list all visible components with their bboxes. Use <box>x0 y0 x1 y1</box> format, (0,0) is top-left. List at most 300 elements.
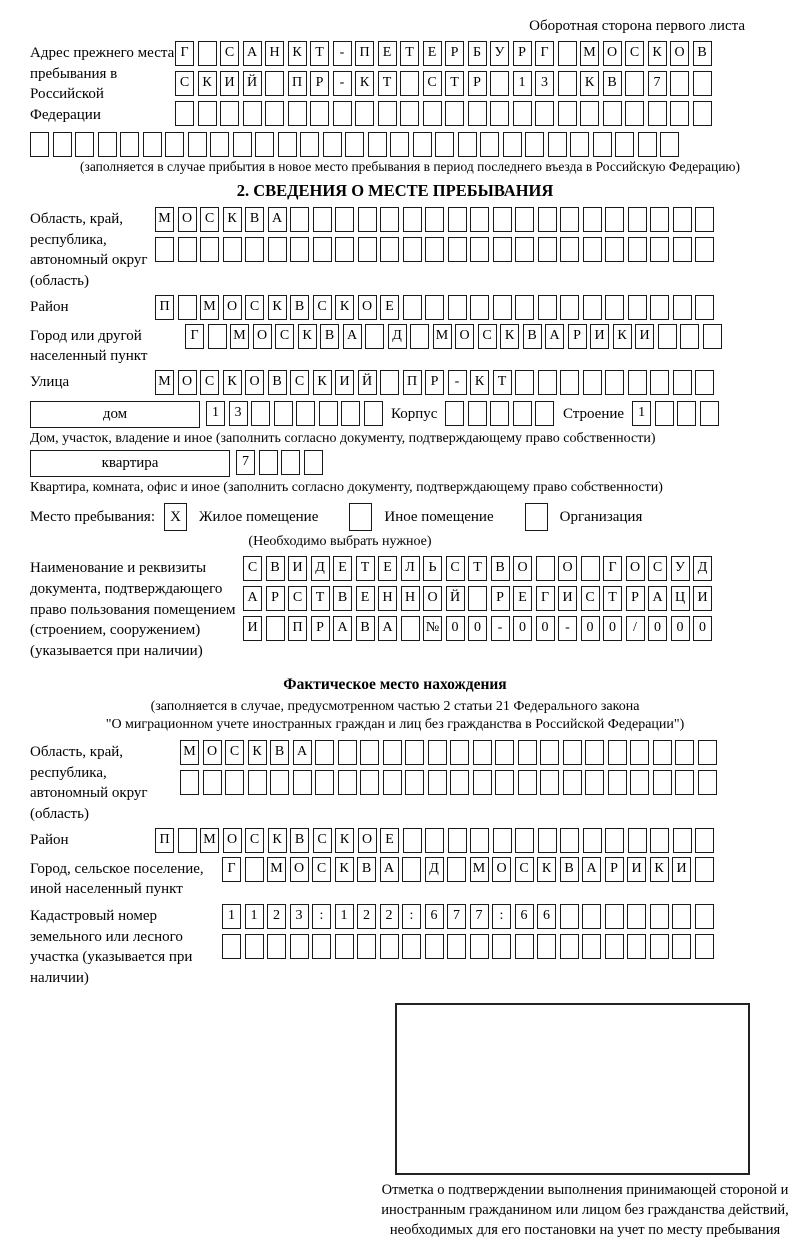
char-cell[interactable]: И <box>558 586 577 611</box>
char-cell[interactable] <box>30 132 49 157</box>
char-cell[interactable] <box>403 828 422 853</box>
char-cell[interactable] <box>450 770 469 795</box>
char-cell[interactable]: С <box>245 295 264 320</box>
char-cell[interactable]: Е <box>513 586 532 611</box>
char-cell[interactable] <box>540 740 559 765</box>
char-cell[interactable]: К <box>248 740 267 765</box>
char-cell[interactable]: К <box>537 857 556 882</box>
char-cell[interactable] <box>210 132 229 157</box>
char-cell[interactable]: Р <box>310 71 329 96</box>
char-cell[interactable] <box>335 934 354 959</box>
char-cell[interactable] <box>535 101 554 126</box>
char-cell[interactable] <box>312 934 331 959</box>
char-cell[interactable]: Н <box>378 586 397 611</box>
char-cell[interactable] <box>380 370 399 395</box>
char-cell[interactable] <box>315 770 334 795</box>
char-cell[interactable] <box>672 904 691 929</box>
char-cell[interactable]: М <box>580 41 599 66</box>
char-cell[interactable]: Г <box>175 41 194 66</box>
char-cell[interactable]: Т <box>603 586 622 611</box>
char-cell[interactable] <box>225 770 244 795</box>
char-cell[interactable]: К <box>470 370 489 395</box>
char-cell[interactable] <box>560 828 579 853</box>
char-cell[interactable] <box>473 770 492 795</box>
char-cell[interactable]: С <box>313 295 332 320</box>
char-cell[interactable]: О <box>670 41 689 66</box>
char-cell[interactable]: / <box>626 616 645 641</box>
char-cell[interactable] <box>458 132 477 157</box>
char-cell[interactable] <box>364 401 383 426</box>
char-cell[interactable]: О <box>358 295 377 320</box>
char-cell[interactable]: 0 <box>513 616 532 641</box>
char-cell[interactable]: 0 <box>693 616 712 641</box>
char-cell[interactable] <box>178 828 197 853</box>
char-cell[interactable]: В <box>357 857 376 882</box>
char-cell[interactable] <box>425 828 444 853</box>
char-cell[interactable]: Н <box>401 586 420 611</box>
char-cell[interactable] <box>675 740 694 765</box>
char-cell[interactable] <box>319 401 338 426</box>
char-cell[interactable] <box>120 132 139 157</box>
char-cell[interactable] <box>267 934 286 959</box>
char-cell[interactable] <box>403 207 422 232</box>
char-cell[interactable] <box>198 101 217 126</box>
char-cell[interactable] <box>628 828 647 853</box>
char-cell[interactable] <box>515 370 534 395</box>
char-cell[interactable] <box>435 132 454 157</box>
char-cell[interactable] <box>653 770 672 795</box>
char-cell[interactable] <box>402 857 421 882</box>
char-cell[interactable]: С <box>220 41 239 66</box>
char-cell[interactable]: М <box>433 324 452 349</box>
char-cell[interactable] <box>677 401 696 426</box>
char-cell[interactable] <box>650 237 669 262</box>
char-cell[interactable] <box>315 740 334 765</box>
char-cell[interactable] <box>538 295 557 320</box>
char-cell[interactable] <box>368 132 387 157</box>
char-cell[interactable] <box>563 740 582 765</box>
char-cell[interactable] <box>333 101 352 126</box>
char-cell[interactable]: 1 <box>206 401 225 426</box>
char-cell[interactable]: 6 <box>537 904 556 929</box>
char-cell[interactable] <box>673 237 692 262</box>
char-cell[interactable]: 1 <box>632 401 651 426</box>
char-cell[interactable]: 0 <box>603 616 622 641</box>
char-cell[interactable]: С <box>515 857 534 882</box>
char-cell[interactable] <box>380 207 399 232</box>
char-cell[interactable]: 7 <box>447 904 466 929</box>
char-cell[interactable]: О <box>626 556 645 581</box>
char-cell[interactable] <box>540 770 559 795</box>
char-cell[interactable] <box>605 934 624 959</box>
char-cell[interactable]: Ь <box>423 556 442 581</box>
char-cell[interactable] <box>480 132 499 157</box>
char-cell[interactable]: У <box>490 41 509 66</box>
char-cell[interactable] <box>401 616 420 641</box>
char-cell[interactable] <box>695 828 714 853</box>
char-cell[interactable] <box>341 401 360 426</box>
char-cell[interactable] <box>603 101 622 126</box>
char-cell[interactable]: Б <box>468 41 487 66</box>
char-cell[interactable] <box>695 207 714 232</box>
char-cell[interactable] <box>335 207 354 232</box>
char-cell[interactable]: К <box>580 71 599 96</box>
char-cell[interactable] <box>627 904 646 929</box>
char-cell[interactable]: У <box>671 556 690 581</box>
char-cell[interactable] <box>403 237 422 262</box>
char-cell[interactable] <box>445 101 464 126</box>
char-cell[interactable]: В <box>270 740 289 765</box>
char-cell[interactable] <box>448 207 467 232</box>
char-cell[interactable] <box>245 857 264 882</box>
char-cell[interactable] <box>259 450 278 475</box>
char-cell[interactable]: П <box>155 828 174 853</box>
char-cell[interactable] <box>537 934 556 959</box>
char-cell[interactable] <box>615 132 634 157</box>
char-cell[interactable]: Ц <box>671 586 690 611</box>
char-cell[interactable] <box>470 934 489 959</box>
char-cell[interactable] <box>447 857 466 882</box>
char-cell[interactable]: В <box>356 616 375 641</box>
char-cell[interactable]: О <box>178 207 197 232</box>
char-cell[interactable] <box>345 132 364 157</box>
char-cell[interactable] <box>448 295 467 320</box>
char-cell[interactable] <box>700 401 719 426</box>
char-cell[interactable] <box>233 132 252 157</box>
char-cell[interactable] <box>580 101 599 126</box>
char-cell[interactable]: Й <box>446 586 465 611</box>
char-cell[interactable] <box>608 740 627 765</box>
char-cell[interactable]: О <box>290 857 309 882</box>
char-cell[interactable]: С <box>446 556 465 581</box>
char-cell[interactable]: М <box>200 828 219 853</box>
char-cell[interactable]: Г <box>535 41 554 66</box>
char-cell[interactable] <box>358 237 377 262</box>
char-cell[interactable] <box>628 370 647 395</box>
char-cell[interactable]: П <box>288 616 307 641</box>
char-cell[interactable] <box>583 370 602 395</box>
char-cell[interactable] <box>583 207 602 232</box>
char-cell[interactable] <box>428 740 447 765</box>
char-cell[interactable]: В <box>491 556 510 581</box>
char-cell[interactable]: Р <box>311 616 330 641</box>
char-cell[interactable]: Г <box>185 324 204 349</box>
char-cell[interactable] <box>405 770 424 795</box>
char-cell[interactable]: Т <box>468 556 487 581</box>
char-cell[interactable] <box>358 207 377 232</box>
char-cell[interactable]: И <box>672 857 691 882</box>
char-cell[interactable] <box>515 207 534 232</box>
char-cell[interactable] <box>243 101 262 126</box>
char-cell[interactable] <box>650 295 669 320</box>
char-cell[interactable]: Р <box>425 370 444 395</box>
char-cell[interactable] <box>360 740 379 765</box>
char-cell[interactable]: О <box>455 324 474 349</box>
char-cell[interactable]: В <box>245 207 264 232</box>
char-cell[interactable]: К <box>335 828 354 853</box>
char-cell[interactable]: В <box>266 556 285 581</box>
char-cell[interactable]: П <box>288 71 307 96</box>
char-cell[interactable]: И <box>627 857 646 882</box>
char-cell[interactable]: 0 <box>581 616 600 641</box>
char-cell[interactable] <box>365 324 384 349</box>
char-cell[interactable]: О <box>253 324 272 349</box>
char-cell[interactable] <box>310 101 329 126</box>
char-cell[interactable] <box>493 295 512 320</box>
char-cell[interactable]: А <box>343 324 362 349</box>
char-cell[interactable] <box>655 401 674 426</box>
char-cell[interactable]: Г <box>536 586 555 611</box>
char-cell[interactable] <box>605 904 624 929</box>
char-cell[interactable] <box>53 132 72 157</box>
char-cell[interactable]: А <box>268 207 287 232</box>
char-cell[interactable]: А <box>243 41 262 66</box>
char-cell[interactable]: Д <box>388 324 407 349</box>
char-cell[interactable]: 1 <box>222 904 241 929</box>
char-cell[interactable]: Д <box>693 556 712 581</box>
char-cell[interactable] <box>548 132 567 157</box>
char-cell[interactable]: 3 <box>229 401 248 426</box>
char-cell[interactable] <box>175 101 194 126</box>
char-cell[interactable]: Р <box>605 857 624 882</box>
char-cell[interactable]: А <box>380 857 399 882</box>
char-cell[interactable]: О <box>358 828 377 853</box>
char-cell[interactable]: К <box>355 71 374 96</box>
char-cell[interactable] <box>323 132 342 157</box>
char-cell[interactable] <box>660 132 679 157</box>
char-cell[interactable] <box>265 101 284 126</box>
char-cell[interactable] <box>383 770 402 795</box>
char-cell[interactable] <box>445 401 464 426</box>
char-cell[interactable]: : <box>402 904 421 929</box>
char-cell[interactable]: Р <box>468 71 487 96</box>
char-cell[interactable]: М <box>230 324 249 349</box>
char-cell[interactable] <box>628 207 647 232</box>
char-cell[interactable] <box>695 857 714 882</box>
char-cell[interactable]: В <box>693 41 712 66</box>
char-cell[interactable]: О <box>223 828 242 853</box>
char-cell[interactable]: С <box>200 370 219 395</box>
char-cell[interactable] <box>535 401 554 426</box>
char-cell[interactable]: О <box>178 370 197 395</box>
char-cell[interactable]: О <box>423 586 442 611</box>
char-cell[interactable]: С <box>290 370 309 395</box>
char-cell[interactable] <box>513 101 532 126</box>
char-cell[interactable] <box>703 324 722 349</box>
char-cell[interactable]: К <box>268 828 287 853</box>
char-cell[interactable]: В <box>268 370 287 395</box>
char-cell[interactable]: Е <box>380 828 399 853</box>
char-cell[interactable] <box>653 740 672 765</box>
char-cell[interactable]: К <box>650 857 669 882</box>
char-cell[interactable]: 1 <box>513 71 532 96</box>
char-cell[interactable] <box>673 828 692 853</box>
char-cell[interactable] <box>605 207 624 232</box>
char-cell[interactable]: Е <box>423 41 442 66</box>
char-cell[interactable]: С <box>313 828 332 853</box>
char-cell[interactable]: И <box>243 616 262 641</box>
char-cell[interactable] <box>560 904 579 929</box>
char-cell[interactable] <box>470 295 489 320</box>
char-cell[interactable] <box>693 101 712 126</box>
char-cell[interactable] <box>515 237 534 262</box>
char-cell[interactable]: 0 <box>468 616 487 641</box>
char-cell[interactable] <box>583 828 602 853</box>
char-cell[interactable] <box>570 132 589 157</box>
char-cell[interactable] <box>288 101 307 126</box>
char-cell[interactable] <box>693 71 712 96</box>
char-cell[interactable] <box>390 132 409 157</box>
char-cell[interactable]: К <box>313 370 332 395</box>
char-cell[interactable] <box>525 132 544 157</box>
char-cell[interactable]: М <box>470 857 489 882</box>
char-cell[interactable] <box>425 207 444 232</box>
char-cell[interactable]: 2 <box>380 904 399 929</box>
char-cell[interactable]: В <box>603 71 622 96</box>
char-cell[interactable]: К <box>613 324 632 349</box>
char-cell[interactable] <box>583 295 602 320</box>
char-cell[interactable]: С <box>312 857 331 882</box>
char-cell[interactable] <box>558 41 577 66</box>
char-cell[interactable] <box>536 556 555 581</box>
char-cell[interactable]: К <box>298 324 317 349</box>
char-cell[interactable]: С <box>581 586 600 611</box>
char-cell[interactable]: - <box>333 41 352 66</box>
char-cell[interactable]: Р <box>513 41 532 66</box>
char-cell[interactable]: К <box>335 857 354 882</box>
char-cell[interactable] <box>680 324 699 349</box>
char-cell[interactable]: 7 <box>470 904 489 929</box>
char-cell[interactable]: № <box>423 616 442 641</box>
char-cell[interactable] <box>628 237 647 262</box>
char-cell[interactable]: М <box>155 370 174 395</box>
char-cell[interactable] <box>698 740 717 765</box>
char-cell[interactable] <box>695 295 714 320</box>
char-cell[interactable]: - <box>448 370 467 395</box>
char-cell[interactable]: Т <box>378 71 397 96</box>
char-cell[interactable]: О <box>223 295 242 320</box>
char-cell[interactable]: В <box>320 324 339 349</box>
char-cell[interactable]: Р <box>266 586 285 611</box>
char-cell[interactable]: В <box>560 857 579 882</box>
char-cell[interactable]: Е <box>333 556 352 581</box>
char-cell[interactable]: С <box>243 556 262 581</box>
char-cell[interactable]: И <box>635 324 654 349</box>
char-cell[interactable] <box>380 237 399 262</box>
char-cell[interactable] <box>492 934 511 959</box>
char-cell[interactable] <box>290 237 309 262</box>
char-cell[interactable]: П <box>403 370 422 395</box>
char-cell[interactable]: М <box>180 740 199 765</box>
char-cell[interactable] <box>560 370 579 395</box>
char-cell[interactable]: 0 <box>446 616 465 641</box>
char-cell[interactable] <box>581 556 600 581</box>
char-cell[interactable]: С <box>648 556 667 581</box>
char-cell[interactable]: С <box>175 71 194 96</box>
char-cell[interactable]: Г <box>603 556 622 581</box>
char-cell[interactable]: Д <box>425 857 444 882</box>
char-cell[interactable]: О <box>245 370 264 395</box>
char-cell[interactable] <box>538 370 557 395</box>
char-cell[interactable]: Т <box>445 71 464 96</box>
char-cell[interactable]: К <box>198 71 217 96</box>
char-cell[interactable] <box>628 295 647 320</box>
char-cell[interactable] <box>293 770 312 795</box>
char-cell[interactable] <box>425 237 444 262</box>
char-cell[interactable] <box>265 71 284 96</box>
char-cell[interactable]: Т <box>310 41 329 66</box>
char-cell[interactable]: А <box>293 740 312 765</box>
char-cell[interactable] <box>357 934 376 959</box>
char-cell[interactable]: П <box>355 41 374 66</box>
char-cell[interactable] <box>608 770 627 795</box>
char-cell[interactable]: Е <box>356 586 375 611</box>
char-cell[interactable]: 7 <box>236 450 255 475</box>
char-cell[interactable]: К <box>648 41 667 66</box>
char-cell[interactable]: В <box>523 324 542 349</box>
char-cell[interactable]: Р <box>445 41 464 66</box>
char-cell[interactable] <box>313 237 332 262</box>
char-cell[interactable]: Н <box>265 41 284 66</box>
char-cell[interactable] <box>495 770 514 795</box>
char-cell[interactable] <box>290 207 309 232</box>
char-cell[interactable] <box>493 828 512 853</box>
char-cell[interactable] <box>178 237 197 262</box>
char-cell[interactable] <box>248 770 267 795</box>
char-cell[interactable] <box>251 401 270 426</box>
char-cell[interactable] <box>448 237 467 262</box>
char-cell[interactable] <box>425 295 444 320</box>
char-cell[interactable]: И <box>335 370 354 395</box>
char-cell[interactable]: 7 <box>648 71 667 96</box>
confirmation-mark-box[interactable] <box>395 1003 750 1175</box>
char-cell[interactable] <box>583 237 602 262</box>
char-cell[interactable]: 3 <box>535 71 554 96</box>
char-cell[interactable] <box>268 237 287 262</box>
char-cell[interactable]: 1 <box>335 904 354 929</box>
char-cell[interactable] <box>518 740 537 765</box>
char-cell[interactable]: - <box>558 616 577 641</box>
char-cell[interactable] <box>605 237 624 262</box>
organization-checkbox[interactable] <box>525 503 548 531</box>
char-cell[interactable] <box>266 616 285 641</box>
char-cell[interactable]: Е <box>378 41 397 66</box>
char-cell[interactable]: С <box>245 828 264 853</box>
char-cell[interactable] <box>428 770 447 795</box>
char-cell[interactable]: 6 <box>425 904 444 929</box>
char-cell[interactable] <box>605 370 624 395</box>
char-cell[interactable]: А <box>648 586 667 611</box>
char-cell[interactable]: - <box>333 71 352 96</box>
char-cell[interactable] <box>503 132 522 157</box>
char-cell[interactable] <box>300 132 319 157</box>
char-cell[interactable]: Д <box>311 556 330 581</box>
char-cell[interactable] <box>650 828 669 853</box>
char-cell[interactable] <box>558 71 577 96</box>
char-cell[interactable] <box>648 101 667 126</box>
char-cell[interactable] <box>560 237 579 262</box>
char-cell[interactable]: Т <box>311 586 330 611</box>
char-cell[interactable]: С <box>225 740 244 765</box>
char-cell[interactable]: Т <box>356 556 375 581</box>
char-cell[interactable] <box>495 740 514 765</box>
char-cell[interactable] <box>208 324 227 349</box>
char-cell[interactable]: Р <box>626 586 645 611</box>
char-cell[interactable] <box>245 934 264 959</box>
char-cell[interactable] <box>515 295 534 320</box>
char-cell[interactable] <box>585 740 604 765</box>
char-cell[interactable] <box>513 401 532 426</box>
